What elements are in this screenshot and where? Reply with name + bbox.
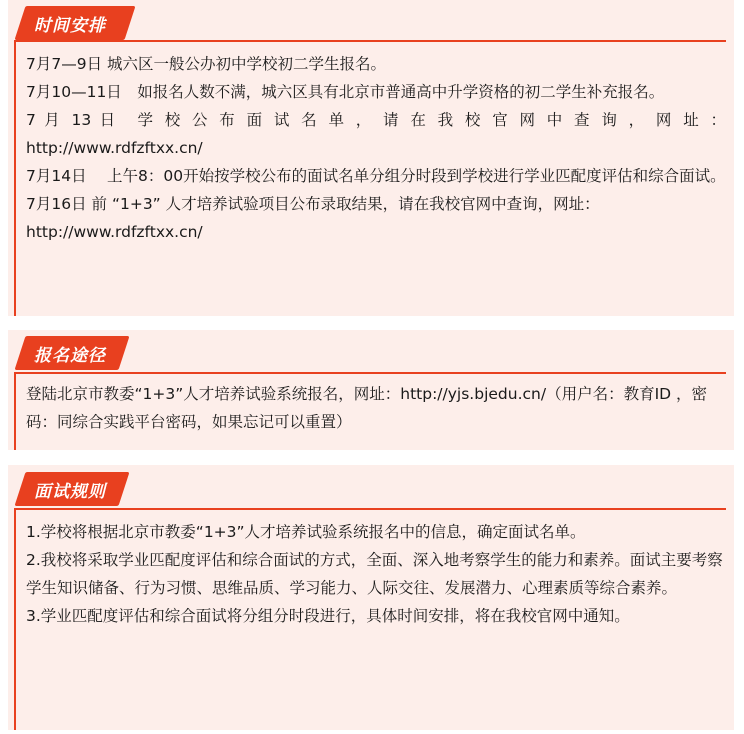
registration-title: 报名途径 <box>34 345 106 366</box>
interview-header <box>20 472 106 506</box>
schedule-item: 7月14日 上午8：00开始按学校公布的面试名单分组分时段到学校进行学业匹配度评估和综合面试。 <box>26 167 726 185</box>
registration-header <box>20 336 106 370</box>
schedule-content <box>26 50 726 246</box>
schedule-title: 时间安排 <box>34 15 106 36</box>
interview-divider <box>14 508 726 510</box>
interview-title: 面试规则 <box>34 481 106 502</box>
registration-item: 登陆北京市教委“1+3”人才培养试验系统报名，网址：http://yjs.bjedu.cn/（用户名：教育ID ，密码：同综合实践平台密码，如果忘记可以重置） <box>26 385 708 431</box>
schedule-header <box>20 6 106 40</box>
interview-item: 1.学校将根据北京市教委“1+3”人才培养试验系统报名中的信息，确定面试名单。 <box>26 523 586 541</box>
interview-item: 3.学业匹配度评估和综合面试将分组分时段进行，具体时间安排，将在我校官网中通知。 <box>26 607 630 625</box>
interview-item: 2.我校将采取学业匹配度评估和综合面试的方式，全面、深入地考察学生的能力和素养。面试主要考察学生知识储备、行为习惯、思维品质、学习能力、人际交往、发展潜力、心理素质等综合素养。 <box>26 551 723 597</box>
schedule-item: 7月10—11日 如报名人数不满，城六区具有北京市普通高中升学资格的初二学生补充报名。 <box>26 83 665 101</box>
interview-left-line <box>14 508 16 730</box>
registration-divider <box>14 372 726 374</box>
registration-content <box>26 380 726 436</box>
schedule-item: 7月7—9日 城六区一般公办初中学校初二学生报名。 <box>26 55 387 73</box>
schedule-item: 7月16日 前 “1+3” 人才培养试验项目公布录取结果，请在我校官网中查询，网址：http://www.rdfzftxx.cn/ <box>26 195 600 241</box>
interview-content <box>26 518 726 630</box>
schedule-item: 7 月 13 日 学 校 公 布 面 试 名 单 ， 请 在 我 校 官 网 中 查 询 ， 网 址 ： http://www.rdfzftxx.cn/ <box>26 111 726 157</box>
schedule-left-line <box>14 40 16 316</box>
registration-left-line <box>14 372 16 450</box>
schedule-divider <box>14 40 726 42</box>
